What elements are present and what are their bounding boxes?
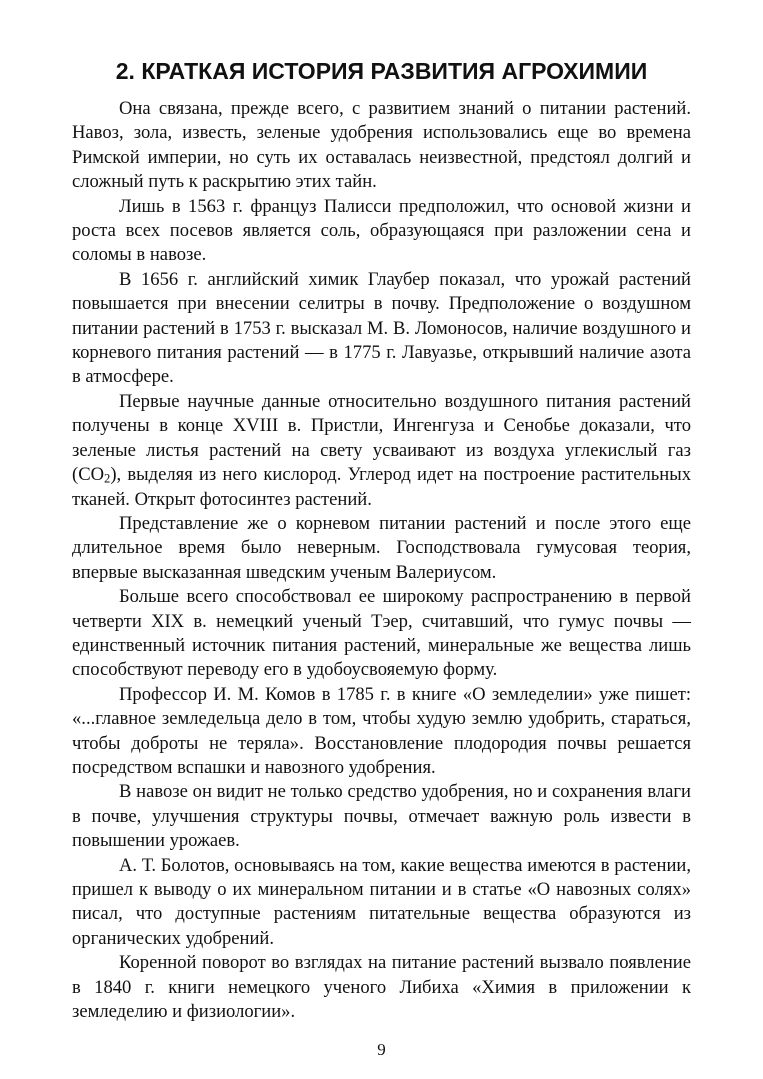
chapter-title: КРАТКАЯ ИСТОРИЯ РАЗВИТИЯ АГРОХИМИИ — [141, 58, 648, 84]
paragraph: В 1656 г. английский химик Глаубер показал, что урожай растений повышается при внесении селитры в почву. Предположение о воздушном питании растений в 1753 г. высказал М. В. Ломоносов, наличие воздушного и корневого питания растений — в 1775 г. Лавуазье, открывший наличие азота в атмосфере. — [72, 268, 691, 388]
paragraph-text: ), выделяя из него кислород. Углерод идет на построение растительных тканей. Открыт фотосинтез растений. — [72, 464, 691, 510]
paragraph: Представление же о корневом питании растений и после этого еще длительное время было неверным. Господствовала гумусовая теория, впервые высказанная шведским ученым Валериусом. — [72, 512, 691, 583]
paragraph: Больше всего способствовал ее широкому распространению в первой четверти XIX в. немецкий ученый Тэер, считавший, что гумус почвы — единственный источник питания растений, минеральные же вещества лишь способствуют переводу его в удобоусвояемую форму. — [72, 586, 691, 681]
body-text — [72, 97, 691, 1024]
paragraph: Профессор И. М. Комов в 1785 г. в книге «О земледелии» уже пишет: «...главное земледельца дело в том, чтобы худую землю удобрить, стараться, чтобы доброты не теряла». Восстановление плодородия почвы решается посредством вспашки и навозного удобрения. — [72, 683, 691, 778]
paragraph-text: Первые научные данные относительно воздушного питания растений получены в конце XVIII в. Пристли, Ингенгуза и Сенобье доказали, что зеленые листья растений на свету усваивают из воздуха углекислый газ (СО — [72, 390, 691, 486]
paragraph: А. Т. Болотов, основываясь на том, какие вещества имеются в растении, пришел к выводу о их минеральном питании и в статье «О навозных солях» писал, что доступные растениям питательные вещества образуются из органических удобрений. — [72, 854, 691, 949]
paragraph: В навозе он видит не только средство удобрения, но и сохранения влаги в почве, улучшения структуры почвы, отмечает важную роль извести в повышении урожаев. — [72, 781, 691, 852]
chapter-heading — [0, 58, 763, 85]
subscript-2: 2 — [104, 471, 111, 486]
paragraph: Коренной поворот во взглядах на питание растений вызвало появление в 1840 г. книги немецкого ученого Либиха «Химия в приложении к земледелию и физиологии». — [72, 952, 691, 1023]
paragraph: Она связана, прежде всего, с развитием знаний о питании растений. Навоз, зола, известь, зеленые удобрения использовались еще во времена Римской империи, но суть их оставалась неизвестной, предстоял долгий и сложный путь к раскрытию этих тайн. — [72, 98, 691, 193]
chapter-number: 2. — [115, 58, 135, 84]
paragraph-photosynthesis — [72, 390, 691, 512]
paragraph: Лишь в 1563 г. француз Палисси предположил, что основой жизни и роста всех посевов является соль, образующаяся при разложении сена и соломы в навозе. — [72, 195, 691, 266]
page-number: 9 — [377, 1040, 386, 1059]
